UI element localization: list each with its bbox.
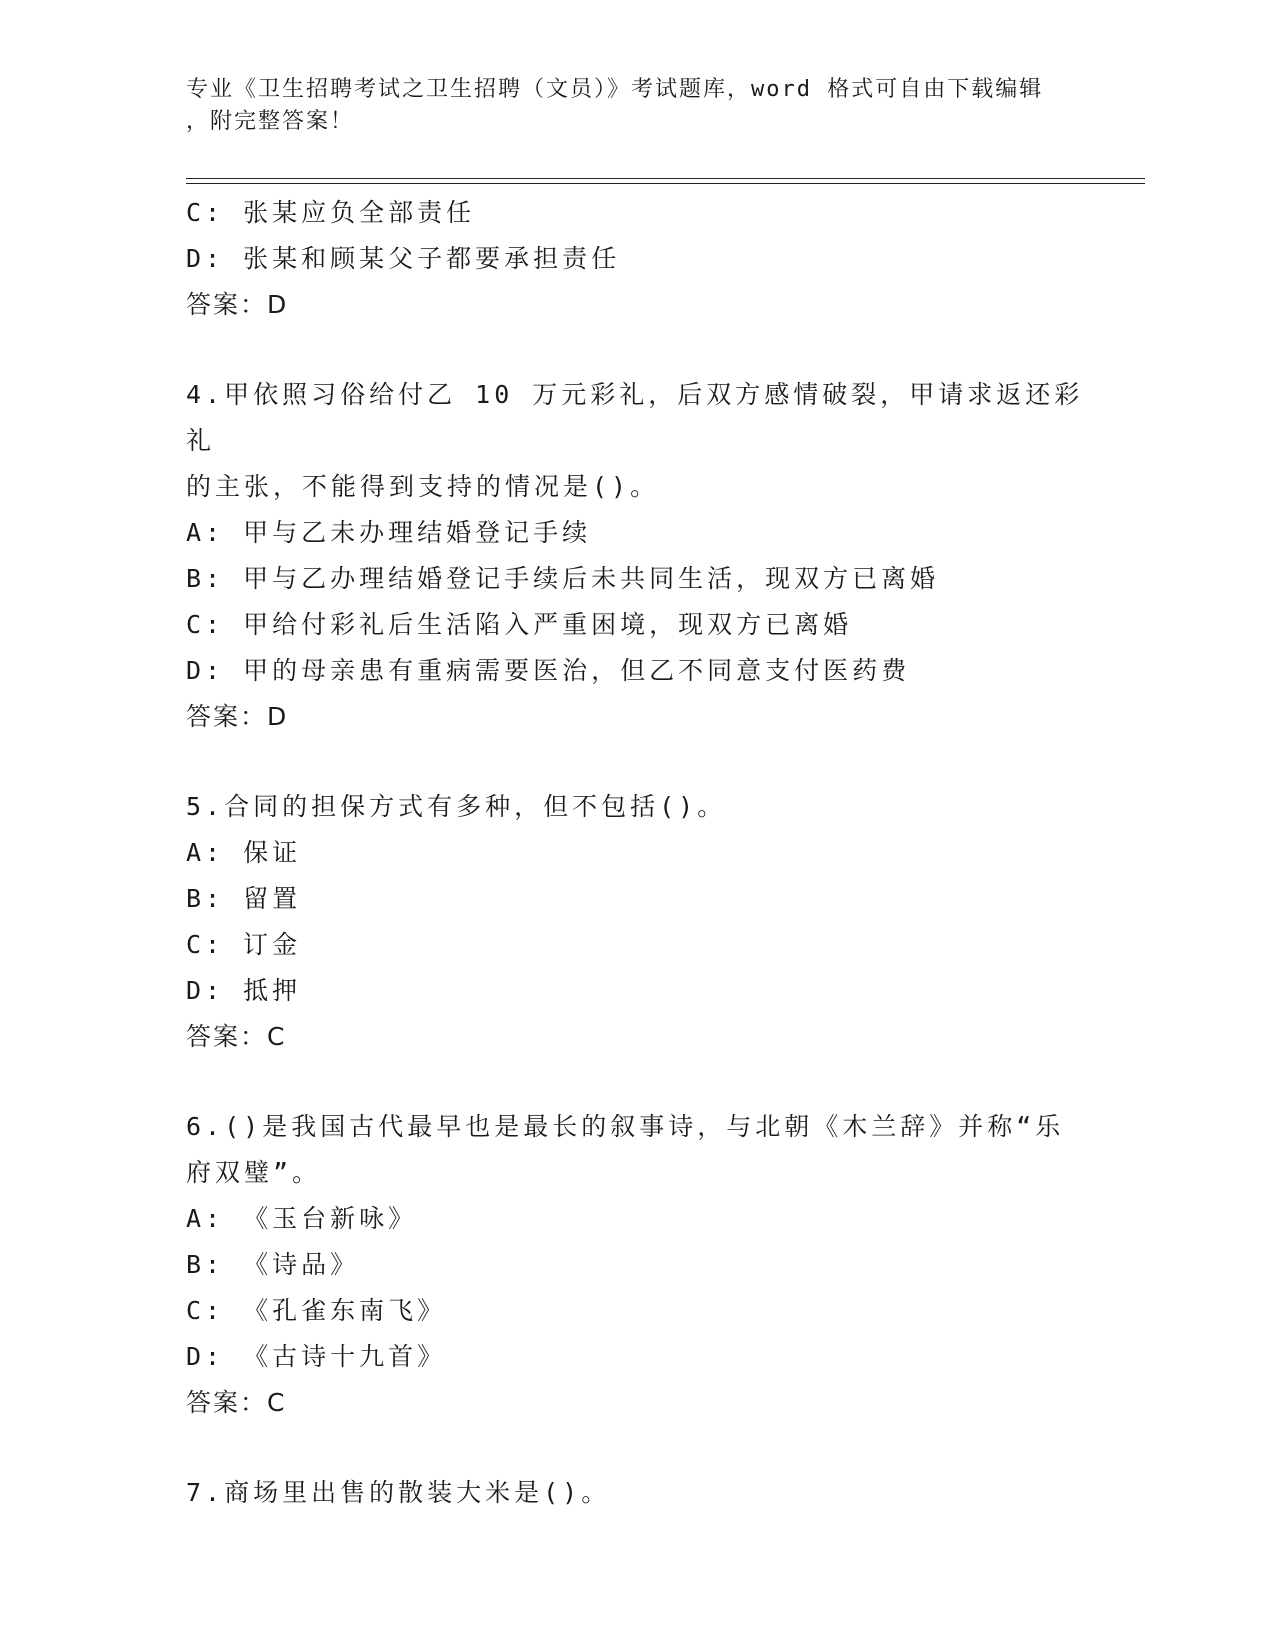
option-b: B: 留置 <box>186 884 302 913</box>
option-c: C: 订金 <box>186 930 302 959</box>
answer-line: 答案：C <box>186 1022 287 1051</box>
option-c: C: 张某应负全部责任 <box>186 198 476 227</box>
option-d: D: 张某和顾某父子都要承担责任 <box>186 244 621 273</box>
question-6 <box>186 1104 1086 1426</box>
option-d: D: 抵押 <box>186 976 302 1005</box>
option-a: A: 甲与乙未办理结婚登记手续 <box>186 518 592 547</box>
answer-line: 答案：D <box>186 702 289 731</box>
header-rule-top <box>186 178 1145 179</box>
option-d: D: 《古诗十九首》 <box>186 1342 447 1371</box>
header-line-1: 专业《卫生招聘考试之卫生招聘（文员）》考试题库，word 格式可自由下载编辑 <box>186 77 1044 102</box>
question-4 <box>186 372 1086 740</box>
question-list <box>186 190 1086 1516</box>
question-stem-line: 7.商场里出售的散装大米是()。 <box>186 1478 611 1507</box>
option-c: C: 《孔雀东南飞》 <box>186 1296 447 1325</box>
option-c: C: 甲给付彩礼后生活陷入严重困境，现双方已离婚 <box>186 610 853 639</box>
option-b: B: 甲与乙办理结婚登记手续后未共同生活，现双方已离婚 <box>186 564 940 593</box>
question-7 <box>186 1470 1086 1516</box>
header-line-2: ，附完整答案！ <box>186 109 355 134</box>
document-header <box>186 74 1066 138</box>
question-stem-line: 的主张，不能得到支持的情况是()。 <box>186 472 660 501</box>
option-d: D: 甲的母亲患有重病需要医治，但乙不同意支付医药费 <box>186 656 911 685</box>
option-a: A: 保证 <box>186 838 302 867</box>
header-rule-bottom <box>186 183 1145 184</box>
question-stem-line: 6.()是我国古代最早也是最长的叙事诗，与北朝《木兰辞》并称“乐 <box>186 1112 1065 1141</box>
option-a: A: 《玉台新咏》 <box>186 1204 418 1233</box>
question-5 <box>186 784 1086 1060</box>
option-b: B: 《诗品》 <box>186 1250 360 1279</box>
answer-line: 答案：C <box>186 1388 287 1417</box>
question-continued <box>186 190 1086 328</box>
answer-line: 答案：D <box>186 290 289 319</box>
question-stem-line: 府双璧”。 <box>186 1158 322 1187</box>
question-stem-line: 5.合同的担保方式有多种，但不包括()。 <box>186 792 727 821</box>
question-stem-line: 4.甲依照习俗给付乙 10 万元彩礼，后双方感情破裂，甲请求返还彩礼 <box>186 380 1084 455</box>
